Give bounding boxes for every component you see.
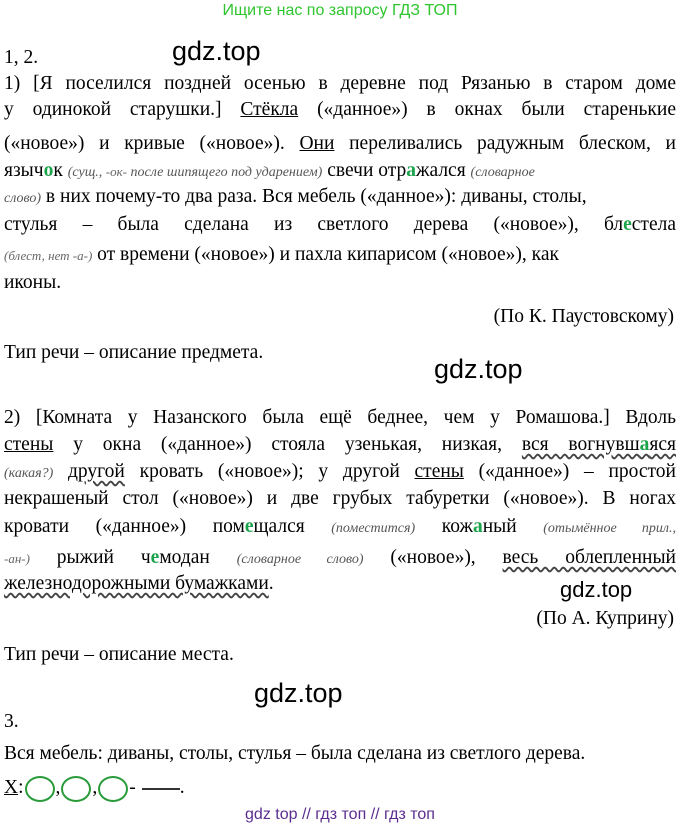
watermark: gdz.top [172,36,261,66]
sentence-scheme: Х: , , - . [4,775,676,802]
text2-line: железнодорожными бумажками. [4,573,274,594]
bottom-links[interactable]: gdz top // гдз топ // гдз топ [245,806,435,823]
speech-type: Тип речи – описание предмета. [4,342,264,363]
text1-line: слово) в них почему-то два раза. Вся мебель («данное»): диваны, столы, [4,186,587,207]
text2-line: стены у окна («данное») стояла узенькая, низкая, вся вогнувшаяся [4,434,676,455]
watermark: gdz.top [254,678,343,708]
author: (По А. Куприну) [536,608,674,629]
top-banner[interactable]: Ищите нас по запросу ГДЗ ТОП [222,2,458,19]
scheme-predicate [142,788,180,790]
task-number: 1, 2. [4,47,39,68]
text1-line: язычок (сущ., -ок- после шипящего под ударением) свечи отражался (словарное [4,160,535,181]
watermark: gdz.top [434,354,523,384]
task3-sentence: Вся мебель: диваны, столы, стулья – была сделана из светлого дерева. [4,743,586,764]
scheme-circle [61,776,91,802]
text1-line: (блест, нет -а-) от времени («новое») и пахла кипарисом («новое»), как [4,244,559,265]
text1-line: иконы. [4,272,62,293]
text1-line: 1) [Я поселился поздней осенью в деревне под Рязанью в старом доме [4,73,676,94]
task-number: 3. [4,711,19,732]
text1-line: («новое») и кривые («новое»). Они переливались радужным блеском, и [4,133,676,154]
watermark: gdz.top [560,577,633,602]
text2-line: 2) [Комната у Назанского была ещё беднее, чем у Ромашова.] Вдоль [4,407,676,428]
author: (По К. Паустовскому) [493,306,674,327]
scheme-generalizing-word: Х [4,777,19,798]
text2-line: -ан-) рыжий чемодан (словарное слово) («новое»), весь облепленный [4,547,676,568]
text2-line: кровати («данное») помещался (поместится) кожаный (отымённое прил., [4,516,676,537]
scheme-circle [98,776,128,802]
scheme-circle [25,776,55,802]
text1-line: у одинокой старушки.] Стёкла («данное») в окнах были старенькие [4,99,676,120]
speech-type: Тип речи – описание места. [4,644,234,665]
text2-line: некрашеный стол («новое») и две грубых табуретки («новое»). В ногах [4,488,676,509]
text1-line: стулья – была сделана из светлого дерева («новое»), блестела [4,214,676,235]
text2-line: (какая?) другой кровать («новое»); у другой стены («данное») – простой [4,461,676,482]
